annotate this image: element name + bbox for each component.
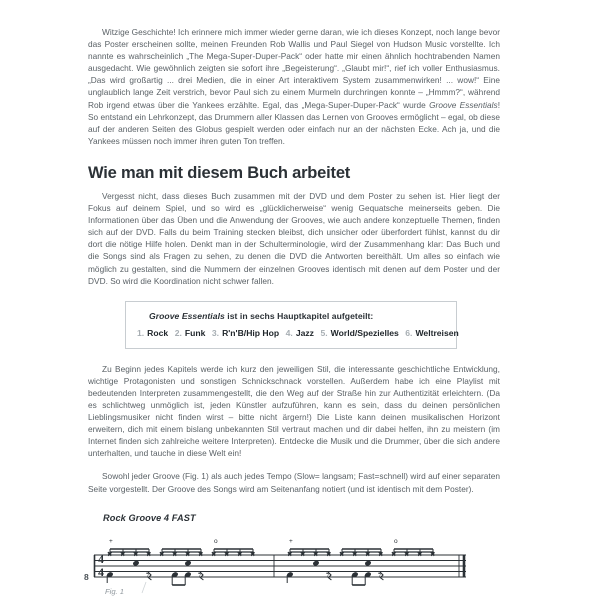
chapter-label: World/Spezielles	[330, 327, 399, 338]
paragraph-how-to: Vergesst nicht, dass dieses Buch zusammen mit der DVD und dem Poster zu sehen ist. Hier liegt der Fokus auf deinem Spiel, und so wird es „glücklicherweise“ wenig Gequatsche meinerseits geben. Die Informationen über das Üben und die Anwendung der Grooves, wie auch andere konzeptuelle Themen, finden sich auf der DVD. Falls du beim Training stecken bleibst, dich unsicher oder überfordert fühlst, kannst du dir dort die nötige Hilfe holen. Denkt man in der Schulterminologie, wird der Zusammenhang klar: Das Buch und die Songs sind als Fragen zu sehen, zu denen die DVD die Antworten bereithält. Um alles so einfach wie möglich zu gestalten, sind die Nummern der einzelnen Grooves identisch mit denen auf dem Poster und der DVD. So wird die Koordination nicht schwer fallen.	[88, 190, 500, 286]
chapter-item-1	[137, 328, 168, 338]
paragraph-intro	[88, 26, 500, 147]
svg-text:𝄾: 𝄾	[378, 566, 382, 582]
hihat-articulations	[109, 538, 398, 545]
page-number: 8	[84, 572, 89, 582]
svg-text:𝄾: 𝄾	[198, 566, 202, 582]
paragraph-intro-italic: Groove Essentials	[429, 99, 498, 110]
callout-box-chapters	[125, 301, 457, 349]
hihat-stems-and-beams	[110, 549, 433, 554]
chapter-number: 5.	[320, 327, 328, 338]
chapter-item-6	[405, 328, 458, 338]
paragraph-final: Sowohl jeder Groove (Fig. 1) als auch jedes Tempo (Slow= langsam; Fast=schnell) wird auf einer separaten Seite vorgestellt. Der Groove des Songs wird am Seitenanfang notiert (und ist identisch mit dem Poster).	[88, 471, 500, 494]
chapter-label: Rock	[147, 327, 169, 338]
articulation-open-1: o	[214, 537, 218, 545]
notation-title: Rock Groove 4 FAST	[103, 512, 196, 523]
guide-line	[142, 582, 146, 593]
notation-block	[88, 513, 500, 609]
time-signature-top: 4	[98, 551, 104, 566]
chapter-number: 4.	[285, 327, 293, 338]
time-signature-bottom: 4	[98, 564, 104, 579]
articulation-open-2: o	[394, 537, 398, 545]
rest-strokes	[148, 572, 383, 580]
section-heading: Wie man mit diesem Buch arbeitet	[88, 163, 351, 182]
svg-text:𝄾: 𝄾	[326, 566, 330, 582]
chapter-item-4	[286, 328, 314, 338]
chapter-label: Funk	[184, 327, 206, 338]
page-content	[88, 26, 500, 609]
figure-caption: Fig. 1	[105, 586, 124, 596]
callout-title-italic: Groove Essentials	[149, 310, 225, 321]
chapter-number: 2.	[174, 327, 182, 338]
chapter-number: 1.	[137, 327, 145, 338]
paragraph-intro-text: Witzige Geschichte! Ich erinnere mich immer wieder gerne daran, wie ich dieses Konzept, noch lange bevor das Poster erscheinen sollte, meinen Freunden Rob Wallis und Paul Siegel von Hudson Music vorstellte. Ich nannte es wahrscheinlich „The Mega-Super-Duper-Pack“ oder hatte mir einen ähnlich hochtrabenden Namen ausgedacht. Wie gewöhnlich zeigten sie sofort ihre „Begeisterung“. „Glaubt mir!“, rief ich voller Enthusiasmus. „Das wird großartig ... drei Medien, die in einer Art interaktivem System zusammenwirken! ... wow!“ Eine unglaublich lange Zeit verstrich, bevor Paul sich zu einem Murmeln durchringen konnte – „Hmmm?“, während Rob irgend etwas über die Yankees erzählte. Egal, das „Mega-Super-Duper-Pack“ wurde	[88, 27, 500, 110]
callout-title	[126, 311, 456, 321]
svg-text:𝄾: 𝄾	[146, 566, 150, 582]
chapter-number: 6.	[405, 327, 413, 338]
chapter-label: Jazz	[295, 327, 314, 338]
chapter-list	[126, 327, 459, 338]
paragraph-after-box: Zu Beginn jedes Kapitels werde ich kurz den jeweiligen Stil, die interessante geschichtliche Entwicklung, wichtige Protagonisten und sonstigen Schnickschnack vorstellen. Außerdem habe ich eine Playlist mit bedeutenden Interpreten zusammengestellt, die den Weg auf der Straße hin zur Authentizität erleichtern. (Da es schlichtweg unmöglich ist, jeden Künstler aufzuführen, kann es sein, dass du deinen persönlichen Lieblingsmusiker nicht finden wirst – bitte nicht ärgern!) Die Liste kann deinen musikalischen Horizont erweitern, dich mit einem bislang unbekannten Stil vertraut machen und dir dabei helfen, ihn zu meistern (im Internet finden sich zahlreiche weitere Interpreten). Entdecke die Musik und die Drummer, über die sich andere unterhalten, und tauche in diese Welt ein!	[88, 363, 500, 459]
chapter-item-3	[212, 328, 279, 338]
rests	[146, 567, 382, 582]
time-signature	[98, 552, 104, 579]
chapter-label: Weltreisen	[415, 327, 459, 338]
drum-notation-staff	[88, 529, 488, 603]
articulation-plus-1: +	[109, 537, 113, 545]
articulation-plus-2: +	[289, 537, 293, 545]
chapter-item-2	[175, 328, 206, 338]
chapter-label: R'n'B/Hip Hop	[222, 327, 280, 338]
paragraph-intro-tail: ! So entstand ein Lehrkonzept, das Drummern aller Klassen das Lernen von Grooves ermöglicht – egal, ob diese auf der anderen Seiten des Globus gespielt werden oder einfach nur an der nächsten Ecke. Ach ja, und die Yankees müssen noch immer ihren guten Ton treffen.	[88, 99, 501, 146]
chapter-number: 3.	[211, 327, 220, 338]
chapter-item-5	[320, 328, 398, 338]
callout-title-rest: ist in sechs Hauptkapitel aufgeteilt:	[224, 310, 374, 321]
